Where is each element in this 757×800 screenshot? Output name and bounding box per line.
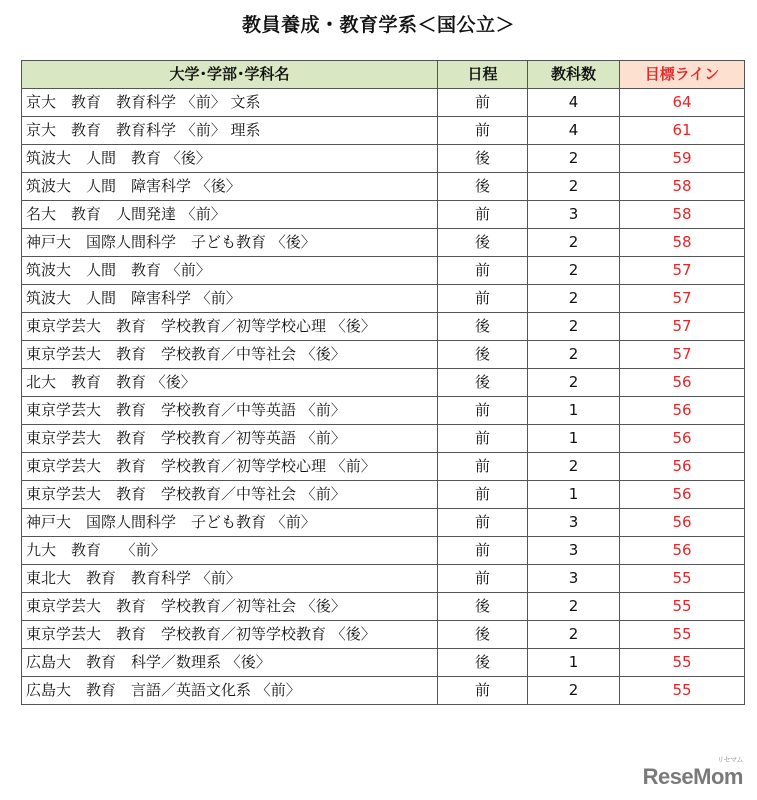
cell-target-line: 55 bbox=[620, 621, 745, 649]
table-row bbox=[22, 89, 745, 117]
cell-subject-count: 2 bbox=[528, 313, 620, 341]
cell-schedule: 前 bbox=[438, 425, 528, 453]
cell-schedule: 後 bbox=[438, 313, 528, 341]
cell-target-line: 61 bbox=[620, 117, 745, 145]
table-row bbox=[22, 425, 745, 453]
cell-schedule: 後 bbox=[438, 649, 528, 677]
table-row bbox=[22, 229, 745, 257]
cell-target-line: 55 bbox=[620, 593, 745, 621]
cell-target-line: 56 bbox=[620, 453, 745, 481]
cell-university: 神戸大 国際人間科学 子ども教育 〈後〉 bbox=[22, 229, 438, 257]
cell-target-line: 57 bbox=[620, 285, 745, 313]
cell-university: 東京学芸大 教育 学校教育／中等英語 〈前〉 bbox=[22, 397, 438, 425]
cell-subject-count: 2 bbox=[528, 145, 620, 173]
table-header-row bbox=[22, 61, 745, 89]
cell-target-line: 57 bbox=[620, 313, 745, 341]
cell-schedule: 前 bbox=[438, 117, 528, 145]
cell-university: 東京学芸大 教育 学校教育／中等社会 〈前〉 bbox=[22, 481, 438, 509]
resemom-logo bbox=[642, 757, 743, 790]
cell-target-line: 56 bbox=[620, 425, 745, 453]
cell-subject-count: 3 bbox=[528, 565, 620, 593]
cell-schedule: 前 bbox=[438, 89, 528, 117]
header-subject-count: 教科数 bbox=[528, 61, 620, 89]
cell-subject-count: 2 bbox=[528, 285, 620, 313]
cell-schedule: 後 bbox=[438, 229, 528, 257]
cell-subject-count: 2 bbox=[528, 173, 620, 201]
cell-target-line: 56 bbox=[620, 397, 745, 425]
cell-subject-count: 1 bbox=[528, 481, 620, 509]
table-row bbox=[22, 397, 745, 425]
table-row bbox=[22, 201, 745, 229]
cell-target-line: 57 bbox=[620, 341, 745, 369]
table-row bbox=[22, 313, 745, 341]
cell-university: 名大 教育 人間発達 〈前〉 bbox=[22, 201, 438, 229]
cell-subject-count: 2 bbox=[528, 369, 620, 397]
cell-subject-count: 3 bbox=[528, 537, 620, 565]
cell-subject-count: 2 bbox=[528, 453, 620, 481]
table-row bbox=[22, 285, 745, 313]
cell-schedule: 前 bbox=[438, 285, 528, 313]
cell-target-line: 57 bbox=[620, 257, 745, 285]
cell-subject-count: 2 bbox=[528, 677, 620, 705]
table-body bbox=[22, 89, 745, 705]
cell-subject-count: 2 bbox=[528, 621, 620, 649]
table-row bbox=[22, 117, 745, 145]
cell-schedule: 前 bbox=[438, 397, 528, 425]
cell-university: 神戸大 国際人間科学 子ども教育 〈前〉 bbox=[22, 509, 438, 537]
cell-subject-count: 2 bbox=[528, 593, 620, 621]
header-schedule: 日程 bbox=[438, 61, 528, 89]
page-title: 教員養成・教育学系＜国公立＞ bbox=[241, 14, 515, 36]
cell-schedule: 前 bbox=[438, 453, 528, 481]
table-row bbox=[22, 145, 745, 173]
cell-subject-count: 1 bbox=[528, 649, 620, 677]
cell-subject-count: 2 bbox=[528, 341, 620, 369]
cell-target-line: 56 bbox=[620, 509, 745, 537]
cell-university: 筑波大 人間 障害科学 〈後〉 bbox=[22, 173, 438, 201]
cell-subject-count: 2 bbox=[528, 257, 620, 285]
table-row bbox=[22, 509, 745, 537]
table-row bbox=[22, 677, 745, 705]
cell-university: 京大 教育 教育科学 〈前〉 文系 bbox=[22, 89, 438, 117]
cell-university: 東京学芸大 教育 学校教育／中等社会 〈後〉 bbox=[22, 341, 438, 369]
cell-target-line: 58 bbox=[620, 229, 745, 257]
cell-schedule: 前 bbox=[438, 565, 528, 593]
cell-target-line: 56 bbox=[620, 537, 745, 565]
cell-university: 九大 教育 〈前〉 bbox=[22, 537, 438, 565]
cell-target-line: 55 bbox=[620, 677, 745, 705]
cell-university: 東京学芸大 教育 学校教育／初等英語 〈前〉 bbox=[22, 425, 438, 453]
cell-schedule: 前 bbox=[438, 509, 528, 537]
table-row bbox=[22, 257, 745, 285]
cell-subject-count: 1 bbox=[528, 397, 620, 425]
header-university: 大学･学部･学科名 bbox=[22, 61, 438, 89]
cell-university: 筑波大 人間 障害科学 〈前〉 bbox=[22, 285, 438, 313]
cell-schedule: 後 bbox=[438, 369, 528, 397]
cell-university: 北大 教育 教育 〈後〉 bbox=[22, 369, 438, 397]
cell-subject-count: 1 bbox=[528, 425, 620, 453]
cell-subject-count: 3 bbox=[528, 201, 620, 229]
cell-subject-count: 3 bbox=[528, 509, 620, 537]
cell-schedule: 前 bbox=[438, 677, 528, 705]
cell-schedule: 後 bbox=[438, 173, 528, 201]
cell-target-line: 56 bbox=[620, 369, 745, 397]
cell-target-line: 55 bbox=[620, 649, 745, 677]
table-row bbox=[22, 173, 745, 201]
cell-schedule: 前 bbox=[438, 537, 528, 565]
table-row bbox=[22, 621, 745, 649]
cell-schedule: 後 bbox=[438, 341, 528, 369]
cell-target-line: 58 bbox=[620, 201, 745, 229]
results-table bbox=[21, 60, 745, 705]
cell-university: 広島大 教育 科学／数理系 〈後〉 bbox=[22, 649, 438, 677]
header-target-line: 目標ライン bbox=[620, 61, 745, 89]
table-row bbox=[22, 453, 745, 481]
cell-schedule: 前 bbox=[438, 481, 528, 509]
cell-target-line: 64 bbox=[620, 89, 745, 117]
cell-subject-count: 2 bbox=[528, 229, 620, 257]
cell-target-line: 56 bbox=[620, 481, 745, 509]
cell-schedule: 後 bbox=[438, 593, 528, 621]
table-row bbox=[22, 649, 745, 677]
cell-university: 東京学芸大 教育 学校教育／初等学校教育 〈後〉 bbox=[22, 621, 438, 649]
cell-subject-count: 4 bbox=[528, 89, 620, 117]
table-row bbox=[22, 369, 745, 397]
table-row bbox=[22, 341, 745, 369]
cell-university: 東京学芸大 教育 学校教育／初等学校心理 〈後〉 bbox=[22, 313, 438, 341]
cell-university: 東京学芸大 教育 学校教育／初等学校心理 〈前〉 bbox=[22, 453, 438, 481]
cell-university: 東北大 教育 教育科学 〈前〉 bbox=[22, 565, 438, 593]
cell-target-line: 55 bbox=[620, 565, 745, 593]
table-row bbox=[22, 481, 745, 509]
cell-schedule: 後 bbox=[438, 621, 528, 649]
cell-schedule: 後 bbox=[438, 145, 528, 173]
logo-subtext: リセマム bbox=[717, 757, 743, 764]
cell-university: 筑波大 人間 教育 〈後〉 bbox=[22, 145, 438, 173]
cell-university: 広島大 教育 言語／英語文化系 〈前〉 bbox=[22, 677, 438, 705]
table-row bbox=[22, 565, 745, 593]
table-row bbox=[22, 593, 745, 621]
cell-university: 筑波大 人間 教育 〈前〉 bbox=[22, 257, 438, 285]
cell-schedule: 前 bbox=[438, 201, 528, 229]
cell-target-line: 58 bbox=[620, 173, 745, 201]
table-row bbox=[22, 537, 745, 565]
cell-university: 東京学芸大 教育 学校教育／初等社会 〈後〉 bbox=[22, 593, 438, 621]
cell-university: 京大 教育 教育科学 〈前〉 理系 bbox=[22, 117, 438, 145]
cell-subject-count: 4 bbox=[528, 117, 620, 145]
cell-target-line: 59 bbox=[620, 145, 745, 173]
logo-text: ReseMom bbox=[642, 764, 743, 789]
cell-schedule: 前 bbox=[438, 257, 528, 285]
